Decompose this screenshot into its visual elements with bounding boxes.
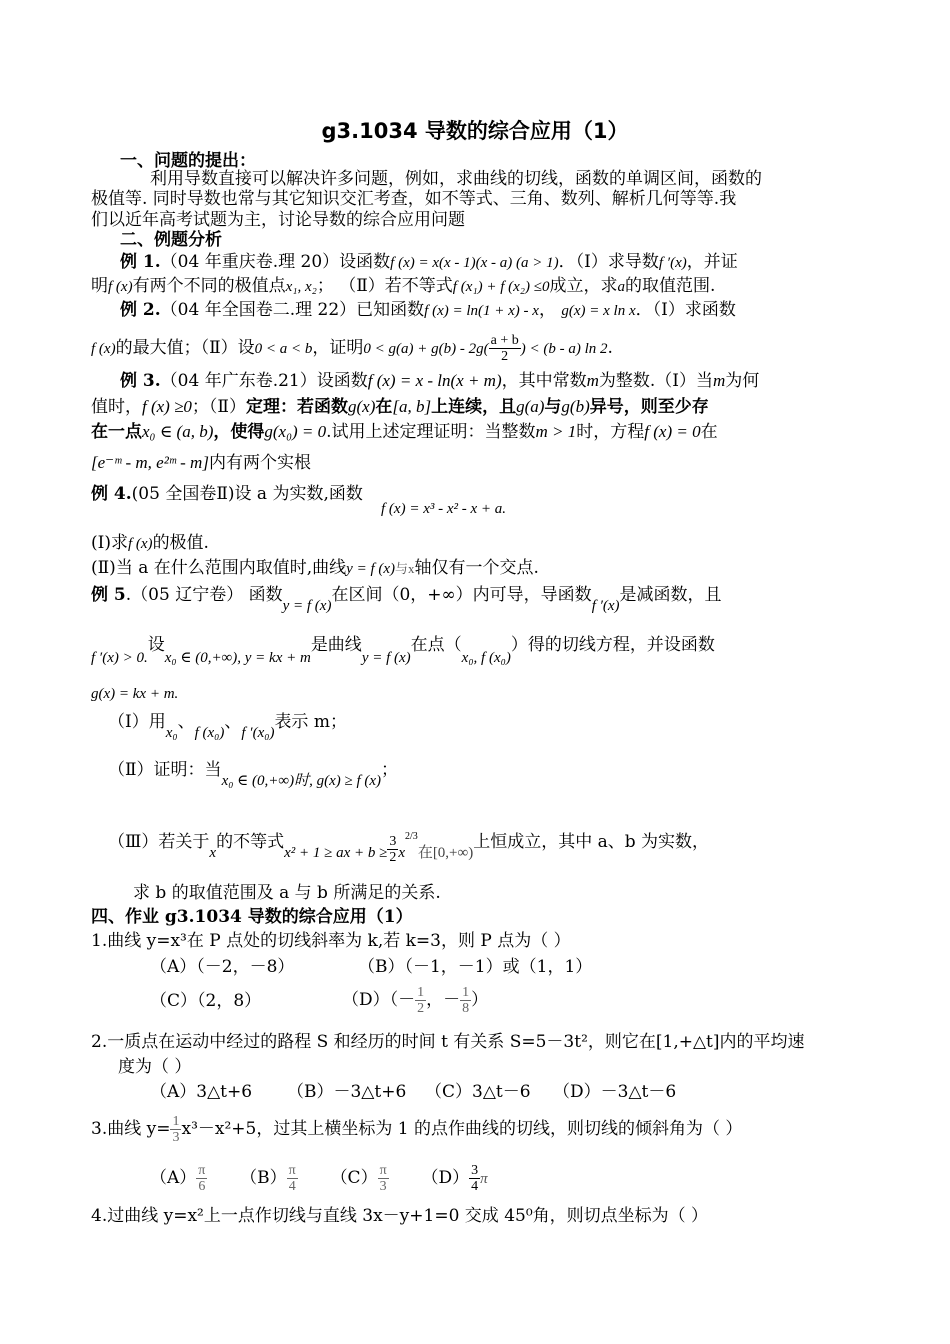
- ex5-part3-formula-1: x: [209, 845, 217, 861]
- q1-option-d-b: ，－: [426, 990, 461, 1010]
- ex4-part1-b: 的极值.: [152, 533, 209, 553]
- ex5-text-a: .（05 辽宁卷） 函数: [125, 585, 283, 605]
- ex3-text-s: 时，方程: [576, 422, 645, 442]
- ex1-text-h: 成立，求: [549, 276, 618, 296]
- q1-option-d-a: （D）（－: [342, 990, 416, 1010]
- ex3-text-b: ，其中常数: [501, 371, 587, 391]
- ex3-formula-12: f (x) = 0: [644, 422, 701, 441]
- ex3-text-e: 值时，: [91, 397, 142, 417]
- ex5-part1-d: 表示 m；: [274, 712, 347, 732]
- ex5-text-g: 在点（: [410, 635, 462, 655]
- ex5-part1-formula-3: f ′(x₀): [241, 725, 275, 741]
- q3-option-d-frac: [469, 1163, 480, 1194]
- q1-option-d-frac-2: [460, 985, 471, 1016]
- ex2-text-a: （04 年全国卷二.理 22）已知函数: [160, 300, 425, 320]
- ex5-formula-2: f ′(x): [591, 598, 620, 614]
- ex5-text-c: 是减函数，且: [619, 585, 722, 605]
- ex3-formula-3: m: [713, 371, 726, 390]
- q1-frac2-den: 8: [462, 1001, 470, 1016]
- ex2-formula-5a: 0 < g(a) + g(b) - 2g(: [363, 341, 489, 357]
- example-3-line-4: [91, 452, 311, 474]
- ex2-fraction: [489, 333, 521, 364]
- q3-options: [150, 1158, 488, 1199]
- q3-b-num: π: [288, 1163, 296, 1178]
- ex1-formula-2: f ′(x): [658, 255, 687, 271]
- example-3-line-1: [120, 370, 759, 392]
- ex5-part1-formula-1: x₀: [165, 725, 178, 741]
- ex1-formula-1: f (x) = x(x - 1)(x - a) (a > 1): [390, 255, 559, 271]
- ex1-formula-4: x₁, x₂: [285, 279, 317, 295]
- ex5-part3-a: （Ⅲ）若关于: [108, 832, 210, 852]
- q1-frac2-num: 1: [462, 985, 470, 1000]
- ex5-part2-a: （Ⅱ）证明：当: [108, 760, 222, 780]
- ex1-formula-6: a: [617, 279, 625, 295]
- ex3-theorem-f: 在一点: [91, 422, 142, 442]
- ex3-formula-9: x₀ ∈ (a, b): [142, 422, 214, 441]
- ex4-formula-2: f (x): [127, 536, 153, 552]
- q3-option-b-frac: [287, 1163, 298, 1194]
- example-4-part-2: [91, 557, 539, 580]
- ex4-part2-b: 与x: [395, 561, 415, 576]
- intro-line-1: 利用导数直接可以解决许多问题，例如，求曲线的切线，函数的单调区间，函数的: [150, 169, 762, 189]
- q2-option-b: （B）－3△t+6: [287, 1082, 407, 1102]
- example-2-label: 例 2.: [120, 300, 161, 320]
- q1-frac1-num: 1: [417, 985, 425, 1000]
- ex4-part2-a: (Ⅱ)当 a 在什么范围内取值时,曲线: [91, 558, 347, 578]
- ex2-text-e: ，证明: [312, 338, 364, 358]
- ex4-part1-a: (Ⅰ)求: [91, 533, 128, 553]
- ex1-text-c: ，并证: [686, 252, 738, 272]
- q2-option-a: （A）3△t+6: [150, 1082, 253, 1102]
- example-3-line-3: [91, 421, 718, 443]
- ex2-text-d: 的最大值；（Ⅱ）设: [115, 338, 255, 358]
- ex3-text-c: 为整数.（Ⅰ）当: [598, 371, 714, 391]
- ex3-formula-13: [e⁻ᵐ - m, e²ᵐ - m]: [91, 453, 209, 472]
- ex5-part3-c: 上恒成立，其中 a、b 为实数，: [473, 832, 710, 852]
- example-3-label: 例 3.: [120, 371, 161, 391]
- ex2-formula-4: 0 < a < b: [254, 341, 313, 357]
- q3-option-a-frac: [196, 1163, 207, 1194]
- ex3-formula-7: g(a): [516, 397, 545, 416]
- ex3-theorem-a: 定理：若函数: [245, 397, 348, 417]
- q3-option-d: （D）: [421, 1168, 470, 1188]
- ex3-text-g: ；（Ⅱ）: [191, 397, 246, 417]
- ex5-formula-6: x₀, f (x₀): [461, 650, 511, 666]
- ex5-part3-exponent: 2/3: [405, 831, 418, 842]
- ex3-text-d: 为何: [725, 371, 760, 391]
- example-4-label: 例 4.: [91, 484, 132, 504]
- intro-line-3: 们以近年高考试题为主，讨论导数的综合应用问题: [91, 210, 465, 230]
- q3-a-num: π: [198, 1163, 206, 1178]
- example-3-line-2: [91, 396, 709, 418]
- q3-text-a: 3.曲线 y=: [91, 1119, 171, 1139]
- ex5-formula-5: y = f (x): [361, 650, 411, 666]
- example-5-label: 例 5: [91, 585, 126, 605]
- q3-d-den: 4: [471, 1179, 479, 1194]
- q3-option-d-pi: π: [480, 1171, 488, 1187]
- section-heading-homework: 四、作业 g3.1034 导数的综合应用（1）: [91, 907, 413, 927]
- q3-option-c-frac: [378, 1163, 389, 1194]
- intro-line-2: 极值等. 同时导数也常与其它知识交汇考查，如不等式、三角、数列、解析几何等等.我: [91, 189, 737, 209]
- ex4-formula-1: [381, 497, 506, 520]
- ex5-part1-c: 、: [224, 712, 242, 732]
- ex1-text-g: ； （Ⅱ）若不等式: [316, 276, 453, 296]
- question-3: [91, 1109, 742, 1149]
- ex3-text-t: 在: [700, 422, 718, 442]
- ex4-text-a: (05 全国卷Ⅱ)设 a 为实数,函数: [131, 484, 363, 504]
- ex2-formula-3: f (x): [91, 341, 116, 357]
- ex2-formula-1: f (x) = ln(1 + x) - x: [424, 303, 539, 319]
- ex5-part1-a: （Ⅰ）用: [108, 712, 166, 732]
- q3-option-c: （C）: [330, 1168, 378, 1188]
- ex1-text-b: ．（Ⅰ）求导数: [558, 252, 659, 272]
- ex2-text-b: ，: [538, 300, 556, 320]
- ex5-formula-1: y = f (x): [282, 598, 332, 614]
- ex2-fraction-num: a + b: [490, 333, 519, 348]
- ex5-part3-formula-3: x: [398, 845, 406, 861]
- ex5-part3-formula-4: 在[0,+∞): [417, 845, 474, 861]
- ex2-formula-2: g(x) = x ln x: [561, 303, 636, 319]
- q1-frac1-den: 2: [417, 1001, 425, 1016]
- q1-option-d: [342, 980, 488, 1020]
- ex3-text-r: .试用上述定理证明：当整数: [326, 422, 536, 442]
- q1-option-b: （B）（－1，－1）或（1，1）: [358, 957, 593, 977]
- example-5-part-2: [108, 759, 398, 792]
- q1-option-c: （C）（2，8）: [150, 991, 262, 1011]
- ex5-formula-4: x₀ ∈ (0,+∞), y = kx + m: [164, 650, 311, 666]
- example-5-line-2: [91, 634, 715, 669]
- ex3-formula-6: [a, b]: [392, 397, 432, 416]
- ex1-formula-5: f (x₁) + f (x₂) ≤0: [452, 279, 550, 295]
- section-heading-examples: 二、例题分析: [120, 230, 222, 250]
- q1-option-a: （A）（－2，－8）: [150, 957, 295, 977]
- example-2-line-1: [120, 299, 736, 322]
- q3-d-num: 3: [471, 1163, 479, 1178]
- ex3-formula-2: m: [586, 371, 599, 390]
- ex2-text-c: ．（Ⅰ）求函数: [635, 300, 736, 320]
- ex5-part1-b: 、: [177, 712, 195, 732]
- example-5-line-1: [91, 584, 722, 617]
- q3-b-den: 4: [288, 1179, 296, 1194]
- ex4-formula-3: y = f (x): [346, 561, 396, 577]
- ex5-part2-b: ；: [381, 760, 399, 780]
- q3-fraction-den: 3: [172, 1130, 180, 1145]
- q3-c-den: 3: [379, 1179, 387, 1194]
- q3-c-num: π: [379, 1163, 387, 1178]
- question-2-line-2: 度为（ ）: [118, 1057, 192, 1077]
- ex2-formula-5b: ) < (b - a) ln 2: [520, 341, 608, 357]
- ex2-text-g: .: [607, 338, 613, 358]
- ex5-text-b: 在区间（0，+∞）内可导，导函数: [331, 585, 592, 605]
- ex3-theorem-c: 上连续，且: [431, 397, 517, 417]
- ex3-theorem-g: ，使得: [213, 422, 265, 442]
- ex3-formula-1: f (x) = x - ln(x + m): [367, 371, 502, 390]
- page-title: g3.1034 导数的综合应用（1）: [321, 119, 629, 143]
- ex5-part3-fraction: [387, 834, 398, 865]
- q1-option-d-frac-1: [415, 985, 426, 1016]
- ex1-text-d: 明: [91, 276, 108, 296]
- q2-option-d: （D）－3△t－6: [553, 1082, 677, 1102]
- example-4-line-1: [91, 483, 363, 505]
- example-1-line-2: [91, 275, 715, 298]
- q3-fraction: [170, 1114, 181, 1145]
- ex3-formula-5: g(x): [347, 397, 376, 416]
- ex5-part3-fraction-den: 2: [389, 850, 397, 865]
- ex5-formula-3: f ′(x) > 0.: [91, 650, 148, 666]
- ex5-part3-b: 的不等式: [216, 832, 285, 852]
- ex3-formula-11: m > 1: [535, 422, 577, 441]
- ex4-part2-c: 轴仅有一个交点.: [414, 558, 539, 578]
- ex5-text-e: 是曲线: [310, 635, 362, 655]
- ex3-formula-8: g(b): [561, 397, 590, 416]
- ex3-formula-4: f (x) ≥0: [142, 397, 192, 416]
- example-1-label: 例 1.: [120, 252, 161, 272]
- example-5-part-3: [108, 820, 709, 870]
- example-4-part-1: [91, 532, 209, 555]
- ex3-theorem-b: 在: [375, 397, 393, 417]
- ex1-text-a: （04 年重庆卷.理 20）设函数: [160, 252, 391, 272]
- ex5-text-d: 设: [147, 635, 165, 655]
- ex3-theorem-e: 异号，则至少存: [589, 397, 709, 417]
- ex1-text-k: 的取值范围.: [624, 276, 716, 296]
- q3-option-b: （B）: [240, 1168, 287, 1188]
- ex5-part1-formula-2: f (x₀): [194, 725, 225, 741]
- ex5-part3-fraction-num: 3: [389, 834, 397, 849]
- ex4-formula-1-text: f (x) = x³ - x² - x + a.: [381, 501, 507, 517]
- ex5-part3-formula-2: x² + 1 ≥ ax + b ≥: [284, 845, 388, 861]
- ex5-part2-formula: x₀ ∈ (0,+∞)时, g(x) ≥ f (x): [221, 773, 382, 789]
- question-1: 1.曲线 y=x³在 P 点处的切线斜率为 k,若 k=3，则 P 点为（ ）: [91, 931, 571, 951]
- example-5-part-1: [108, 711, 347, 744]
- question-4: 4.过曲线 y=x²上一点作切线与直线 3x－y+1=0 交成 45⁰角，则切点坐标为（ ）: [91, 1206, 709, 1226]
- ex1-formula-3: f (x): [108, 279, 133, 295]
- ex3-text-u: 内有两个实根: [208, 453, 311, 473]
- ex3-theorem-d: 与: [544, 397, 562, 417]
- q3-option-a: （A）: [150, 1168, 197, 1188]
- example-2-line-2: [91, 333, 613, 364]
- ex5-formula-7: [91, 682, 178, 705]
- example-5-part-4: 求 b 的取值范围及 a 与 b 所满足的关系.: [133, 883, 441, 903]
- section-heading-problem: 一、问题的提出：: [120, 151, 256, 171]
- ex5-formula-7-text: g(x) = kx + m.: [91, 686, 179, 702]
- q3-a-den: 6: [198, 1179, 206, 1194]
- q3-text-b: x³－x²+5，过其上横坐标为 1 的点作曲线的切线，则切线的倾斜角为（ ）: [181, 1119, 743, 1139]
- ex1-text-e: 有两个不同的极值点: [132, 276, 286, 296]
- ex3-text-a: （04 年广东卷.21）设函数: [160, 371, 368, 391]
- q1-option-d-c: ）: [471, 990, 489, 1010]
- ex2-fraction-den: 2: [501, 349, 509, 364]
- q3-fraction-num: 1: [172, 1114, 180, 1129]
- ex5-text-h: ）得的切线方程，并设函数: [510, 635, 715, 655]
- example-1-line-1: [120, 251, 738, 274]
- q2-option-c: （C）3△t－6: [425, 1082, 531, 1102]
- ex3-formula-10: g(x₀) = 0: [264, 422, 327, 441]
- question-2-line-1: 2.一质点在运动中经过的路程 S 和经历的时间 t 有关系 S=5－3t²，则它在[1,+△t]内的平均速: [91, 1032, 805, 1052]
